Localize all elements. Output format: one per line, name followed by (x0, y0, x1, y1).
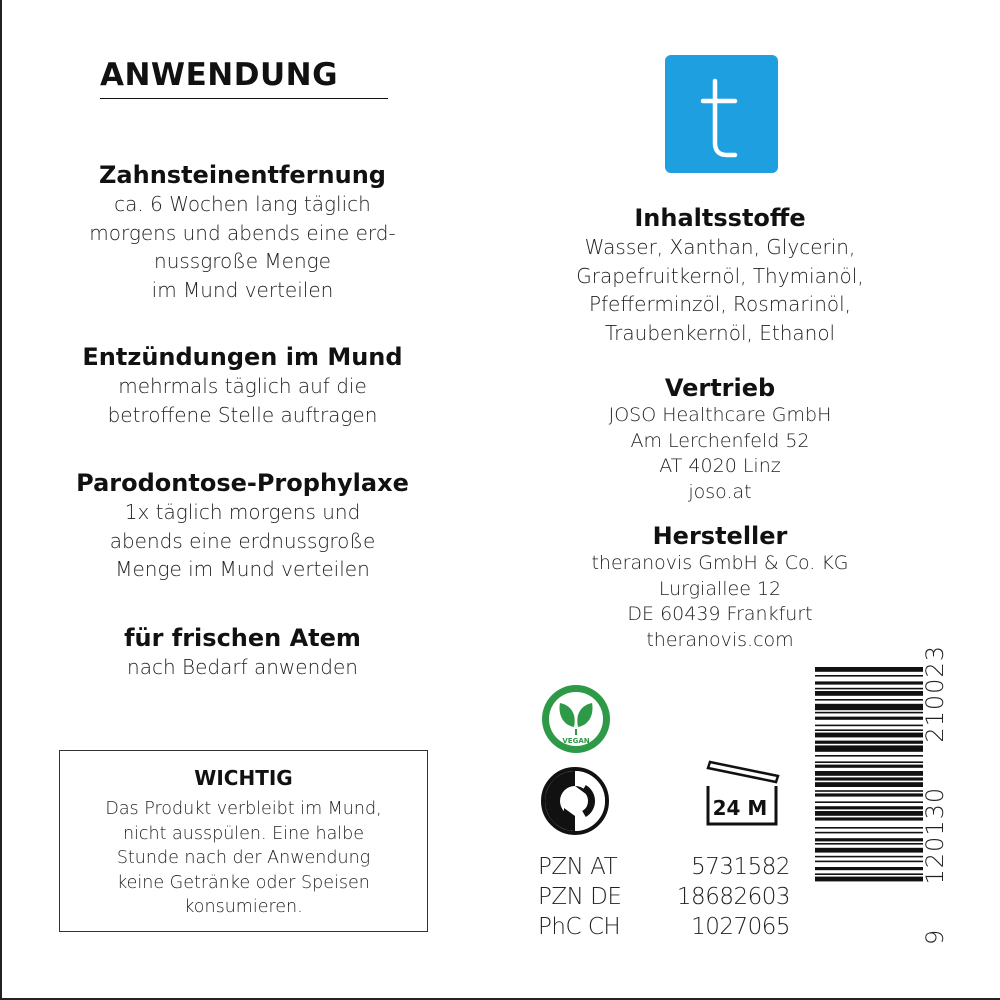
ingredients-text: Wasser, Xanthan, Glycerin, Grapefruitkernöl, Thymianöl, Pfefferminzöl, Rosmarinöl, Traubenkernöl, Ethanol (576, 235, 864, 345)
ingredients-section (515, 203, 925, 347)
code-label: PZN AT (538, 854, 618, 880)
distribution-text: JOSO Healthcare GmbH Am Lerchenfeld 52 AT 4020 Linz joso.at (608, 404, 832, 503)
manufacturer-text: theranovis GmbH & Co. KG Lurgiallee 12 DE 60439 Frankfurt theranovis.com (591, 552, 849, 651)
barcode-bar (815, 856, 923, 858)
barcode-digits (920, 645, 1000, 945)
usage-text: ca. 6 Wochen lang täglich morgens und abends eine erd- nussgroße Menge im Mund verteilen (89, 192, 396, 302)
green-dot-icon (540, 766, 610, 836)
barcode-bar (815, 877, 923, 882)
manufacturer-section (515, 521, 925, 653)
distribution-title: Vertrieb (664, 374, 776, 402)
barcode-bar (815, 712, 923, 714)
code-value: 1027065 (691, 914, 790, 940)
barcode-bar (815, 873, 923, 875)
barcode-bar (815, 733, 923, 738)
distribution-section (515, 373, 925, 505)
barcode-bar (815, 817, 923, 820)
usage-section-tartar (40, 160, 445, 304)
barcode (815, 665, 923, 940)
barcode-bar (815, 688, 923, 690)
barcode-bar (815, 761, 923, 763)
usage-text: mehrmals täglich auf die betroffene Stelle auftragen (107, 374, 378, 427)
ingredients-title: Inhaltsstoffe (634, 204, 806, 232)
brand-t-icon (665, 55, 778, 173)
barcode-bar (815, 861, 923, 863)
barcode-bar (815, 717, 923, 720)
barcode-bar (815, 793, 923, 796)
warning-box (59, 750, 428, 932)
barcode-bar (815, 832, 923, 834)
usage-section-breath (40, 623, 445, 682)
usage-title: Zahnsteinentfernung (99, 161, 386, 189)
barcode-bar (815, 667, 923, 672)
manufacturer-title: Hersteller (652, 522, 788, 550)
vegan-leaf-icon (540, 683, 612, 755)
barcode-number: 9 120130 210023 (921, 645, 949, 945)
barcode-bar (815, 801, 923, 803)
barcode-bar (815, 765, 923, 768)
barcode-bar (815, 704, 923, 710)
barcode-bar (815, 745, 923, 751)
barcode-bar (815, 790, 923, 792)
code-row (538, 912, 790, 942)
brand-logo (665, 55, 778, 173)
usage-section-periodontitis (40, 468, 445, 584)
usage-text: nach Bedarf anwenden (127, 655, 358, 679)
page-title: ANWENDUNG (100, 56, 388, 99)
shelf-life-label: 24 M (712, 796, 768, 820)
barcode-bar (815, 771, 923, 776)
code-label: PZN DE (538, 884, 622, 910)
barcode-bar (815, 675, 923, 677)
barcode-bar (815, 777, 923, 780)
product-codes (538, 852, 790, 942)
usage-title: für frischen Atem (124, 624, 361, 652)
code-row (538, 852, 790, 882)
usage-section-inflammation (40, 342, 445, 429)
barcode-bar (815, 806, 923, 809)
barcode-bar (815, 681, 923, 684)
warning-text: Das Produkt verbleibt im Mund, nicht ausspülen. Eine halbe Stunde nach der Anwendung keine Getränke oder Speisen konsumieren. (105, 799, 382, 917)
barcode-bar (815, 782, 923, 787)
vegan-label: VEGAN (562, 737, 590, 745)
barcode-bar (815, 811, 923, 816)
barcode-bar (815, 699, 923, 701)
barcode-bar (815, 848, 923, 853)
barcode-bar (815, 755, 923, 757)
code-label: PhC CH (538, 914, 621, 940)
warning-title: WICHTIG (194, 766, 293, 790)
usage-text: 1x täglich morgens und abends eine erdnussgroße Menge im Mund verteilen (109, 500, 376, 581)
barcode-bar (815, 725, 923, 727)
code-value: 5731582 (691, 854, 790, 880)
usage-title: Entzündungen im Mund (82, 343, 403, 371)
usage-title: Parodontose-Prophylaxe (76, 469, 409, 497)
barcode-bar (815, 838, 923, 841)
code-value: 18682603 (676, 884, 790, 910)
barcode-bar (815, 691, 923, 696)
barcode-bar (815, 741, 923, 744)
code-row (538, 882, 790, 912)
barcode-bar (815, 827, 923, 829)
barcode-bar (815, 867, 923, 870)
barcode-bar (815, 843, 923, 845)
barcode-bar (815, 729, 923, 731)
